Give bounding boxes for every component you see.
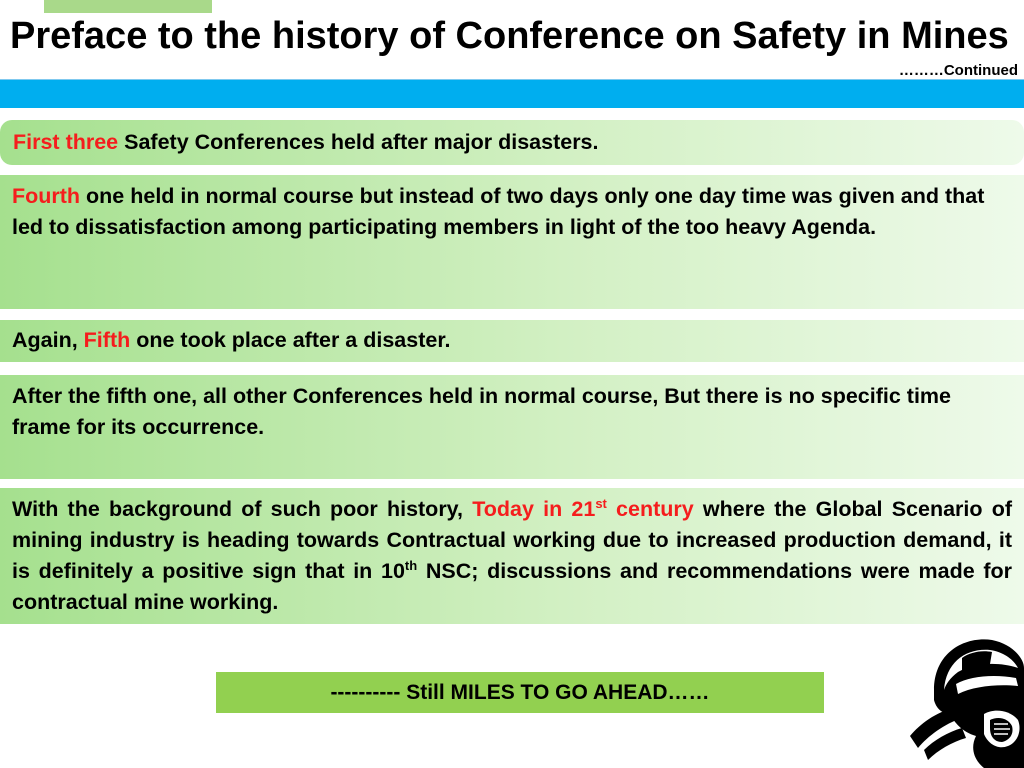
miner-helmet-respirator-icon — [904, 628, 1024, 768]
point-highlight — [472, 497, 694, 521]
point-highlight: Fourth — [12, 184, 81, 208]
point-21st-century — [0, 488, 1024, 624]
footer-banner: ---------- Still MILES TO GO AHEAD…… — [216, 672, 824, 713]
point-fifth — [0, 320, 1024, 362]
highlight-superscript: st — [595, 495, 607, 511]
point-text: where the Global Scenario of mining industry is heading towards Contractual working due to increased production demand, it is definitely a positive sign that in 10 — [12, 497, 1012, 583]
point-text-end: NSC; discussions and recommendations were made for contractual mine working. — [12, 559, 1013, 614]
ordinal-superscript: th — [404, 557, 418, 573]
point-highlight: Fifth — [83, 328, 131, 352]
point-text: one took place after a disaster. — [130, 328, 451, 352]
highlight-text: Today in 21 — [472, 497, 596, 521]
point-lead: With the background of such poor history, — [12, 497, 473, 521]
point-text: After the fifth one, all other Conferences held in normal course, But there is no specific time frame for its occurrence. — [12, 384, 951, 439]
point-text: Safety Conferences held after major disasters. — [118, 130, 599, 154]
point-fourth — [0, 175, 1024, 309]
highlight-text-end: century — [606, 497, 694, 521]
continued-label: ………Continued — [898, 62, 1018, 79]
point-lead: Again, — [12, 328, 84, 352]
point-after-fifth — [0, 375, 1024, 479]
point-first-three — [0, 120, 1024, 165]
point-text: one held in normal course but instead of two days only one day time was given and that led to dissatisfaction among participating members in light of the too heavy Agenda. — [12, 184, 985, 239]
header-accent-bar — [0, 80, 1024, 108]
point-highlight: First three — [13, 130, 119, 154]
slide-title: Preface to the history of Conference on Safety in Mines — [10, 15, 1009, 57]
